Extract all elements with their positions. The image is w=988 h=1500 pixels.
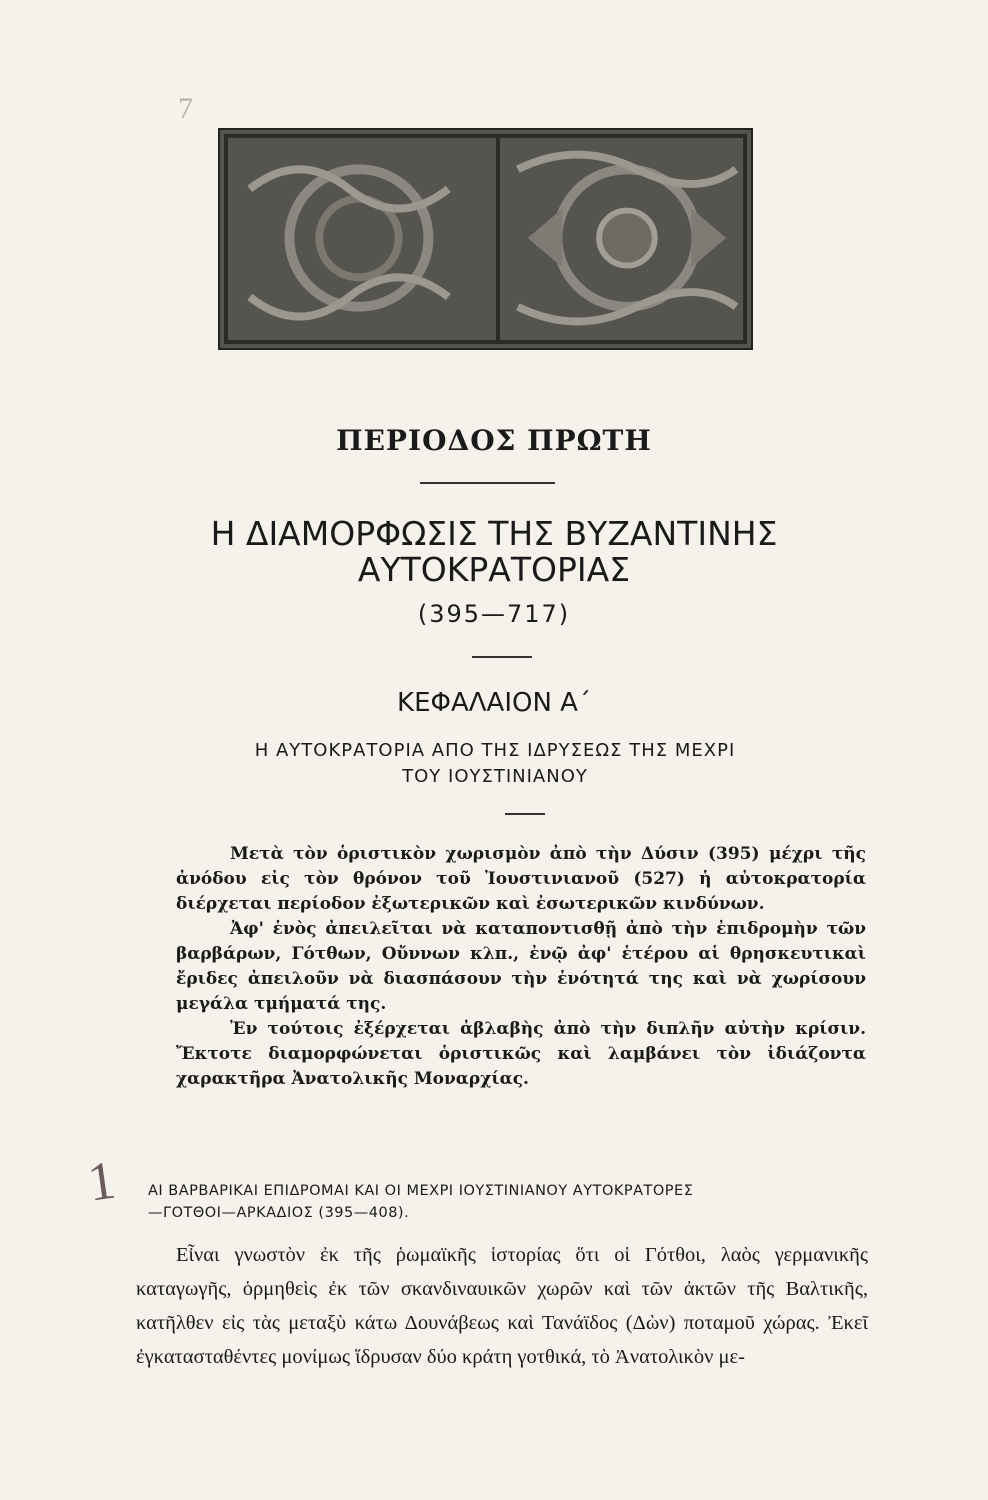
handwritten-margin-mark: 1 xyxy=(83,1149,120,1213)
section-heading-line: —ΓΟΤΘΟΙ—ΑΡΚΑΔΙΟΣ (395—408). xyxy=(148,1205,410,1221)
period-title: ΠΕΡΙΟΔΟΣ ΠΡΩΤΗ xyxy=(336,424,652,457)
chapter-subtitle xyxy=(190,738,800,790)
chapter-subtitle-line: ΤΟΥ ΙΟΥΣΤΙΝΙΑΝΟΥ xyxy=(402,766,588,787)
divider-rule xyxy=(505,813,545,815)
date-range: (395—717) xyxy=(417,600,571,628)
summary-paragraph: Ἀφ' ἑνὸς ἀπειλεῖται νὰ καταποντισθῇ ἀπὸ τὴν ἐπιδρομὴν τῶν βαρβάρων, Γότθων, Οὔννων κλπ., ἐνῷ ἀφ' ἑτέρου αἱ θρησκευτικαὶ ἔριδες ἀπειλοῦν νὰ διασπάσουν τὴν ἑνότητά της καὶ νὰ χωρίσουν μεγάλα τμήματά της. xyxy=(176,919,866,1014)
section-heading-line: ΑΙ ΒΑΡΒΑΡΙΚΑΙ ΕΠΙΔΡΟΜΑΙ ΚΑΙ ΟΙ ΜΕΧΡΙ ΙΟΥΣΤΙΝΙΑΝΟΥ ΑΥΤΟΚΡΑΤΟΡΕΣ xyxy=(148,1183,694,1199)
summary-paragraph: Μετὰ τὸν ὁριστικὸν χωρισμὸν ἀπὸ τὴν Δύσιν (395) μέχρι τῆς ἀνόδου εἰς τὸν θρόνον τοῦ Ἰουστινιανοῦ (527) ἡ αὐτοκρατορία διέρχεται περίοδον ἐξωτερικῶν καὶ ἐσωτερικῶν κινδύνων. xyxy=(176,844,866,914)
page-number: 7 xyxy=(178,92,193,125)
chapter-subtitle-line: Η ΑΥΤΟΚΡΑΤΟΡΙΑ ΑΠΟ ΤΗΣ ΙΔΡΥΣΕΩΣ ΤΗΣ ΜΕΧΡΙ xyxy=(254,740,736,761)
main-title-line: ΑΥΤΟΚΡΑΤΟΡΙΑΣ xyxy=(357,550,631,589)
summary-paragraph: Ἐν τούτοις ἐξέρχεται ἀβλαβὴς ἀπὸ τὴν διπλῆν αὐτὴν κρίσιν. Ἔκτοτε διαμορφώνεται ὁριστικῶς καὶ λαμβάνει τὸν ἰδιάζοντα χαρακτῆρα Ἀνατολικῆς Μοναρχίας. xyxy=(176,1019,866,1089)
body-text xyxy=(136,1238,868,1374)
divider-rule xyxy=(420,482,555,484)
main-title-line: Η ΔΙΑΜΟΡΦΩΣΙΣ ΤΗΣ ΒΥΖΑΝΤΙΝΗΣ xyxy=(210,514,778,553)
main-title xyxy=(0,516,988,588)
body-paragraph: Εἶναι γνωστὸν ἐκ τῆς ῥωμαϊκῆς ἱστορίας ὅτι οἱ Γότθοι, λαὸς γερμανικῆς καταγωγῆς, ὁρμηθεὶς ἐκ τῶν σκανδιναυικῶν χωρῶν καὶ τῶν ἀκτῶν τῆς Βαλτικῆς, κατῆλθεν εἰς τὰς μεταξὺ κάτω Δουνάβεως καὶ Τανάϊδος (Δὼν) ποταμοῦ χώρας. Ἐκεῖ ἐγκατασταθέντες μονίμως ἵδρυσαν δύο κράτη γοτθικά, τὸ Ἀνατολικὸν με- xyxy=(136,1244,868,1368)
ornament-pattern xyxy=(220,130,751,348)
chapter-summary xyxy=(176,842,866,1092)
chapter-title: ΚΕΦΑΛΑΙΟΝ Α΄ xyxy=(397,688,591,718)
ornamental-header-image xyxy=(218,128,753,350)
divider-rule xyxy=(472,656,532,658)
section-heading xyxy=(148,1180,878,1224)
